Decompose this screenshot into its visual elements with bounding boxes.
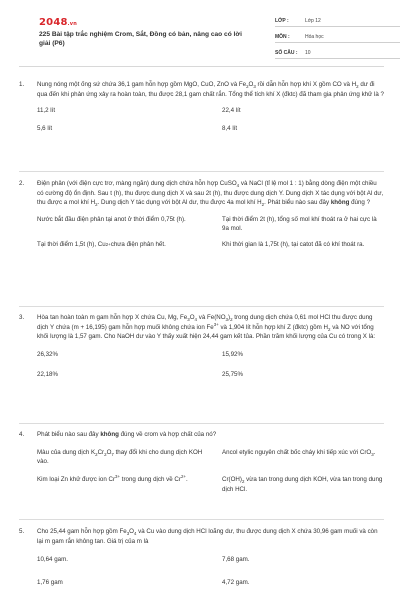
answer-option-a[interactable]: 11,2 lít <box>37 107 56 115</box>
answer-option-b[interactable]: Tại thời điểm 2t (h), tổng số mol khí thoát ra ở hai cực là 9a mol. <box>222 215 377 233</box>
answer-options <box>37 106 384 133</box>
question-text: Phát biểu nào sau đây không đúng về crom và hợp chất của nó? <box>37 431 217 438</box>
question-number: 4. <box>19 431 25 438</box>
question-number: 5. <box>19 528 25 535</box>
answer-option-c[interactable]: 1,76 gam <box>37 578 63 586</box>
meta-label-so-cau: SỐ CÂU : <box>275 49 298 56</box>
answer-option-d[interactable]: Khi thời gian là 1,75t (h), tại catot đã có khí thoát ra. <box>222 241 365 249</box>
answer-option-d[interactable]: 8,4 lít <box>222 124 238 132</box>
brand-logo[interactable]: 2048.vn <box>39 17 77 28</box>
answer-option-d[interactable]: $Cr(OH)_2$ vừa tan trong dung dịch KOH, vừa tan trong dung dịch HCl. <box>222 476 383 493</box>
answer-option-a[interactable]: 26,32% <box>37 350 58 358</box>
header <box>20 0 384 62</box>
answer-option-b[interactable]: 15,92% <box>222 350 243 358</box>
question-text: Cho 25,44 gam hỗn hợp gồm $Fe_3O_4$ và Cu vào dung dịch HCl loãng dư, thu được dung dịch X chứa 30,96 gam muối và còn lại m gam rắn không tan. Giá trị của m là <box>37 528 378 545</box>
answer-option-a[interactable]: Màu của dung dịch $K_2Cr_2O_7$ thay đổi khi cho dung dịch KOH vào. <box>37 448 203 465</box>
meta-value-lop: Lớp 12 <box>305 17 321 24</box>
answer-options <box>37 350 384 380</box>
answer-option-c[interactable]: 22,18% <box>37 371 58 379</box>
answer-option-b[interactable]: Ancol etylic nguyên chất bốc cháy khi tiếp xúc với CrO$_3$. <box>222 448 376 457</box>
header-divider <box>19 66 384 67</box>
document-title: 225 Bài tập trắc nghiệm Crom, Sắt, Đồng có bản, nâng cao có lời giải (P6) <box>39 31 242 47</box>
meta-value-mon: Hóa học <box>305 33 324 40</box>
answer-option-a[interactable]: 10,64 gam. <box>37 556 68 564</box>
question-1 <box>19 80 384 133</box>
question-divider <box>19 171 384 172</box>
answer-option-d[interactable]: 25,75% <box>222 371 243 379</box>
meta-label-lop: LỚP : <box>275 17 289 24</box>
meta-row-mon <box>275 30 400 43</box>
question-5 <box>19 527 384 587</box>
answer-option-c[interactable]: Kim loại Zn khử được ion $Cr^{3+}$ trong dung dịch về $Cr^{2+}$. <box>37 474 188 484</box>
question-3 <box>19 313 384 379</box>
question-text: Nung nóng một ống sứ chứa 36,1 gam hỗn hợp gồm MgO, CuO, ZnO và $Fe_2O_3$ rồi dẫn hỗn hợp khí X gồm CO và $H_2$ dư đi qua đến khi phản ứng xảy ra hoàn toàn, thu được 28,1 gam chất rắn. Tổng thể tích khí X (đktc) đã tham gia phản ứng khử là ? <box>37 81 384 98</box>
question-text: Điện phân (với điện cực trơ, màng ngăn) dung dịch chứa hỗn hợp CuSO$_4$ và NaCl (tỉ lệ mol 1 : 1) bằng dòng điện một chiều có cường độ ổn định. Sau t (h), thu được dung dịch X và sau 2t (h), thu được dung dịch Y. Dung dịch X tác dụng với bột Al dư, thu được a mol khí $H_2$. Dung dịch Y tác dụng với bột Al dư, thu được 4a mol khí $H_2$. Phát biểu nào sau đây không đúng ? <box>37 180 384 208</box>
question-divider <box>19 423 384 424</box>
question-2 <box>19 179 384 250</box>
answer-option-a[interactable]: Nước bắt đầu điện phân tại anot ở thời điểm 0,75t (h). <box>37 215 186 223</box>
question-number: 3. <box>19 314 25 321</box>
question-number: 1. <box>19 81 25 88</box>
meta-row-so-cau <box>275 46 400 59</box>
answer-option-d[interactable]: 4,72 gam. <box>222 578 250 586</box>
answer-options <box>37 555 384 587</box>
answer-option-b[interactable]: 7,68 gam. <box>222 556 250 564</box>
answer-options <box>37 215 384 250</box>
meta-row-lop <box>275 14 400 27</box>
question-4 <box>19 430 384 494</box>
answer-options <box>37 448 384 494</box>
answer-option-c[interactable]: 5,6 lít <box>37 124 53 132</box>
question-number: 2. <box>19 180 25 187</box>
question-divider <box>19 519 384 520</box>
answer-option-c[interactable]: Tại thời điểm 1,5t (h), Cu 2+ chưa điện phân hết. <box>37 241 166 249</box>
meta-label-mon: MÔN : <box>275 33 290 40</box>
meta-value-so-cau: 10 <box>305 49 311 56</box>
question-divider <box>19 306 384 307</box>
document-meta <box>275 14 400 62</box>
answer-option-b[interactable]: 22,4 lít <box>222 107 241 115</box>
question-text: Hòa tan hoàn toàn m gam hỗn hợp X chứa Cu, Mg, $Fe_3O_4$ và $Fe(NO_3)_2$ trong dung dịch chứa 0,61 mol HCl thu được dung dịch Y chứa (m + 16,195) gam hỗn hợp muối không chứa ion $Fe^{3+}$ và 1,904 lít hỗn hợp khí Z (đktc) gồm $H_2$ và NO với tổng khối lượng là 1,57 gam. Cho NaOH dư vào Y thấy xuất hiện 24,44 gam kết tủa. Phần trăm khối lượng của Cu có trong X là: <box>37 314 376 341</box>
